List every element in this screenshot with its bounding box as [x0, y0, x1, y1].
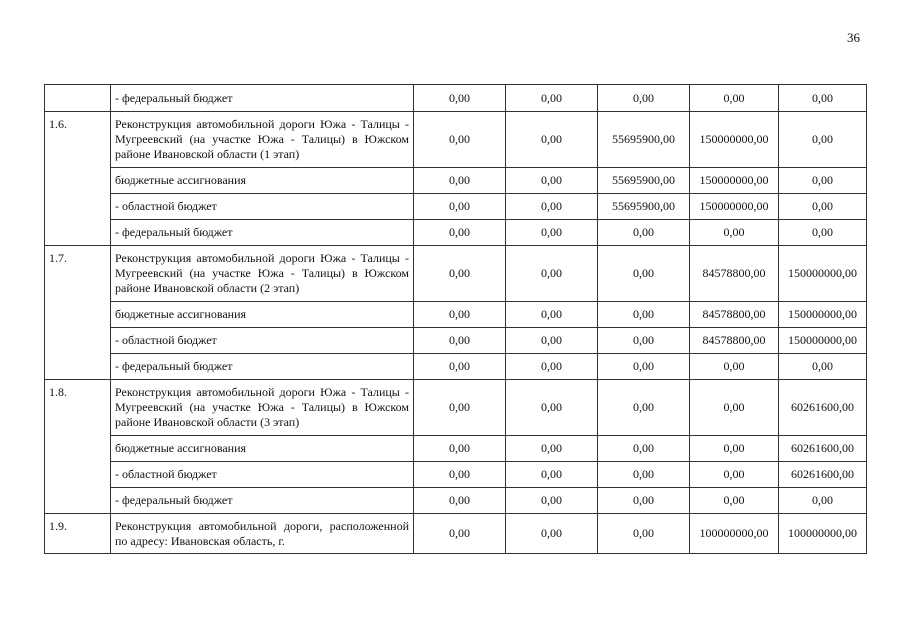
value-cell-4: 0,00 — [690, 488, 779, 514]
table-row — [45, 246, 867, 302]
value-cell-1: 0,00 — [414, 380, 506, 436]
value-cell-5: 0,00 — [779, 112, 867, 168]
value-cell-5: 0,00 — [779, 354, 867, 380]
project-name-cell: Реконструкция автомобильной дороги Южа - Талицы - Мугреевский (на участке Южа - Талицы) в Южском районе Ивановской области (3 этап) — [111, 380, 414, 436]
funding-source-cell: - федеральный бюджет — [111, 488, 414, 514]
value-cell-1: 0,00 — [414, 168, 506, 194]
table-row — [45, 85, 867, 112]
value-cell-5: 100000000,00 — [779, 514, 867, 554]
value-cell-1: 0,00 — [414, 194, 506, 220]
value-cell-3: 0,00 — [598, 246, 690, 302]
value-cell-4: 0,00 — [690, 380, 779, 436]
value-cell-1: 0,00 — [414, 302, 506, 328]
value-cell-1: 0,00 — [414, 328, 506, 354]
value-cell-3: 55695900,00 — [598, 194, 690, 220]
value-cell-2: 0,00 — [506, 168, 598, 194]
table-row — [45, 436, 867, 462]
value-cell-2: 0,00 — [506, 194, 598, 220]
value-cell-5: 0,00 — [779, 220, 867, 246]
value-cell-2: 0,00 — [506, 436, 598, 462]
project-name-cell: Реконструкция автомобильной дороги, расположенной по адресу: Ивановская область, г. — [111, 514, 414, 554]
value-cell-3: 0,00 — [598, 488, 690, 514]
value-cell-1: 0,00 — [414, 246, 506, 302]
funding-source-cell: - федеральный бюджет — [111, 220, 414, 246]
funding-source-cell: бюджетные ассигнования — [111, 168, 414, 194]
value-cell-1: 0,00 — [414, 85, 506, 112]
table-row — [45, 194, 867, 220]
table-row — [45, 220, 867, 246]
value-cell-1: 0,00 — [414, 488, 506, 514]
value-cell-4: 0,00 — [690, 436, 779, 462]
value-cell-3: 0,00 — [598, 354, 690, 380]
value-cell-5: 150000000,00 — [779, 302, 867, 328]
value-cell-5: 60261600,00 — [779, 436, 867, 462]
value-cell-1: 0,00 — [414, 354, 506, 380]
value-cell-1: 0,00 — [414, 220, 506, 246]
row-number-cell: 1.7. — [45, 246, 111, 380]
table-row — [45, 112, 867, 168]
value-cell-2: 0,00 — [506, 85, 598, 112]
table-row — [45, 354, 867, 380]
value-cell-3: 0,00 — [598, 302, 690, 328]
value-cell-2: 0,00 — [506, 220, 598, 246]
value-cell-1: 0,00 — [414, 514, 506, 554]
value-cell-1: 0,00 — [414, 462, 506, 488]
funding-source-cell: - федеральный бюджет — [111, 85, 414, 112]
value-cell-2: 0,00 — [506, 302, 598, 328]
value-cell-5: 0,00 — [779, 194, 867, 220]
project-name-cell: Реконструкция автомобильной дороги Южа - Талицы - Мугреевский (на участке Южа - Талицы) в Южском районе Ивановской области (2 этап) — [111, 246, 414, 302]
value-cell-3: 55695900,00 — [598, 168, 690, 194]
value-cell-5: 60261600,00 — [779, 462, 867, 488]
value-cell-1: 0,00 — [414, 112, 506, 168]
value-cell-5: 0,00 — [779, 488, 867, 514]
table-row — [45, 168, 867, 194]
value-cell-5: 150000000,00 — [779, 328, 867, 354]
table-row — [45, 462, 867, 488]
value-cell-2: 0,00 — [506, 112, 598, 168]
value-cell-4: 0,00 — [690, 462, 779, 488]
page-number: 36 — [847, 30, 860, 45]
value-cell-4: 0,00 — [690, 220, 779, 246]
value-cell-2: 0,00 — [506, 246, 598, 302]
value-cell-4: 150000000,00 — [690, 194, 779, 220]
value-cell-3: 0,00 — [598, 514, 690, 554]
value-cell-4: 150000000,00 — [690, 112, 779, 168]
value-cell-2: 0,00 — [506, 328, 598, 354]
table-row — [45, 514, 867, 554]
value-cell-5: 0,00 — [779, 168, 867, 194]
project-name-cell: Реконструкция автомобильной дороги Южа - Талицы - Мугреевский (на участке Южа - Талицы) в Южском районе Ивановской области (1 этап) — [111, 112, 414, 168]
value-cell-4: 100000000,00 — [690, 514, 779, 554]
value-cell-4: 84578800,00 — [690, 246, 779, 302]
row-number-cell: 1.9. — [45, 514, 111, 554]
value-cell-5: 60261600,00 — [779, 380, 867, 436]
value-cell-2: 0,00 — [506, 354, 598, 380]
value-cell-3: 0,00 — [598, 436, 690, 462]
value-cell-2: 0,00 — [506, 462, 598, 488]
table-row — [45, 302, 867, 328]
value-cell-5: 150000000,00 — [779, 246, 867, 302]
table-row — [45, 488, 867, 514]
row-number-cell — [45, 85, 111, 112]
table-row — [45, 380, 867, 436]
value-cell-2: 0,00 — [506, 488, 598, 514]
value-cell-4: 0,00 — [690, 85, 779, 112]
value-cell-3: 55695900,00 — [598, 112, 690, 168]
value-cell-1: 0,00 — [414, 436, 506, 462]
table-row — [45, 328, 867, 354]
value-cell-3: 0,00 — [598, 462, 690, 488]
budget-table — [44, 84, 867, 554]
value-cell-4: 84578800,00 — [690, 328, 779, 354]
value-cell-4: 84578800,00 — [690, 302, 779, 328]
funding-source-cell: - областной бюджет — [111, 194, 414, 220]
funding-source-cell: бюджетные ассигнования — [111, 302, 414, 328]
value-cell-3: 0,00 — [598, 380, 690, 436]
value-cell-2: 0,00 — [506, 514, 598, 554]
value-cell-5: 0,00 — [779, 85, 867, 112]
value-cell-4: 150000000,00 — [690, 168, 779, 194]
funding-source-cell: - федеральный бюджет — [111, 354, 414, 380]
funding-source-cell: - областной бюджет — [111, 462, 414, 488]
funding-source-cell: - областной бюджет — [111, 328, 414, 354]
value-cell-2: 0,00 — [506, 380, 598, 436]
funding-source-cell: бюджетные ассигнования — [111, 436, 414, 462]
value-cell-3: 0,00 — [598, 85, 690, 112]
row-number-cell: 1.8. — [45, 380, 111, 514]
row-number-cell: 1.6. — [45, 112, 111, 246]
value-cell-4: 0,00 — [690, 354, 779, 380]
value-cell-3: 0,00 — [598, 220, 690, 246]
value-cell-3: 0,00 — [598, 328, 690, 354]
